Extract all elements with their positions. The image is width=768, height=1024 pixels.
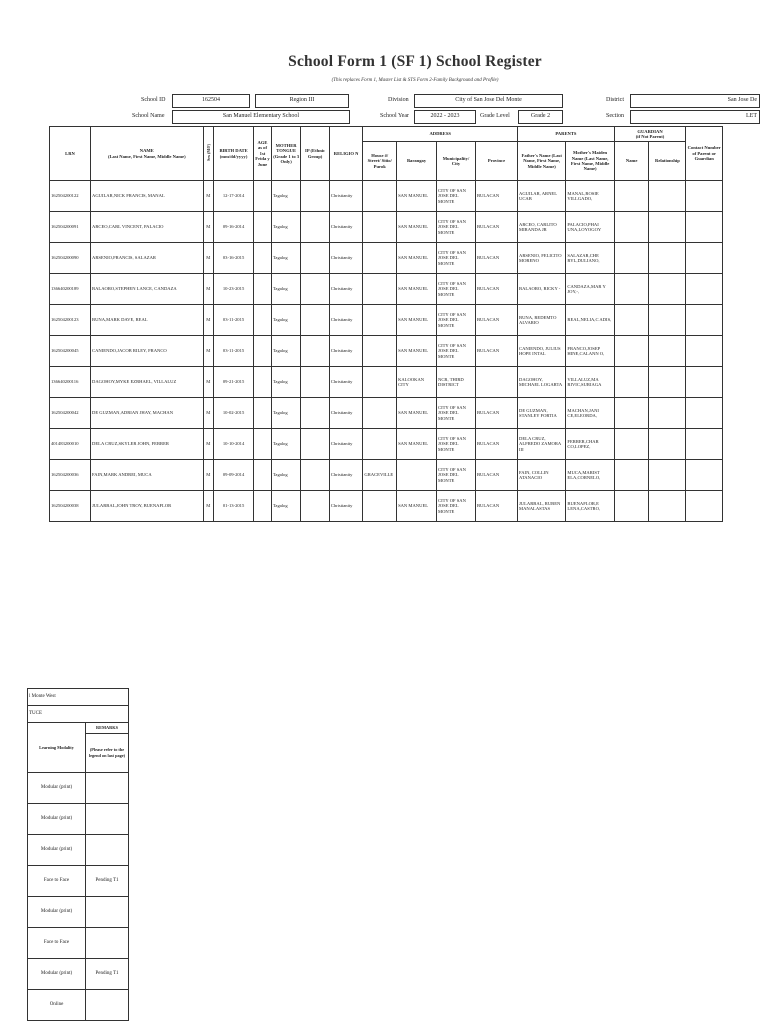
table-row xyxy=(50,460,759,491)
division-field: City of San Jose Del Monte xyxy=(414,94,563,108)
col-municipality: Municipality/ City xyxy=(437,142,476,181)
cell-province: BULACAN xyxy=(475,181,517,212)
cell-province xyxy=(475,367,517,398)
district-field: San Jose De xyxy=(630,94,760,108)
cell-sex: M xyxy=(203,274,214,305)
cell-relationship xyxy=(649,429,686,460)
cell-lrn: 162504200038 xyxy=(50,491,91,522)
cell-tongue: Tagalog xyxy=(271,460,300,491)
col-birth-date xyxy=(214,127,254,181)
cell-province: BULACAN xyxy=(475,398,517,429)
cell-gname xyxy=(614,491,649,522)
col-name-label: NAME xyxy=(139,148,154,154)
section-label: Section xyxy=(606,113,624,119)
cell-house xyxy=(363,367,397,398)
col-name-sub: (Last Name, First Name, Middle Name) xyxy=(107,153,186,159)
col-name xyxy=(91,127,204,181)
col-ip: IP (Ethnic Group) xyxy=(301,127,329,181)
cell-tongue: Tagalog xyxy=(271,305,300,336)
cell-relationship xyxy=(649,212,686,243)
cell-father: CANIENDO, JULIUS HOPE INTAL xyxy=(518,336,566,367)
cell-barangay: SAN MANUEL xyxy=(397,336,437,367)
cell-modality: Face to Face xyxy=(28,928,86,959)
cell-name: ARCEO,CARL VINCENT, PALACIO xyxy=(91,212,204,243)
cell-tongue: Tagalog xyxy=(271,398,300,429)
col-house: House #/ Street/ Sitio/ Purok xyxy=(363,142,397,181)
cell-barangay: SAN MANUEL xyxy=(397,305,437,336)
cell-modality: Modular (print) xyxy=(28,897,86,928)
table-row xyxy=(50,429,759,460)
cell-remark xyxy=(86,773,129,804)
cell-mother: REAL,NELIA,C ADIS, xyxy=(566,305,614,336)
cell-ip xyxy=(301,429,329,460)
modality-row xyxy=(28,897,129,928)
col-address: ADDRESS xyxy=(363,127,518,142)
table-row xyxy=(50,398,759,429)
cell-sex: M xyxy=(203,212,214,243)
cell-birth: 03-11-2015 xyxy=(214,336,254,367)
cell-religion: Christianity xyxy=(329,212,363,243)
table-row xyxy=(50,243,759,274)
cell-father: JULARBAL, RUBEN MANALASTAS xyxy=(518,491,566,522)
table-row xyxy=(50,305,759,336)
cell-father: BUNA, REDEMTO ALVARIO xyxy=(518,305,566,336)
cell-birth: 09-09-2014 xyxy=(214,460,254,491)
cell-house xyxy=(363,212,397,243)
cell-age xyxy=(254,305,272,336)
cell-city: CITY OF SAN JOSE DEL MONTE xyxy=(437,460,476,491)
grade-level-field: Grade 2 xyxy=(518,110,563,124)
cell-contact xyxy=(686,243,723,274)
cell-father: DELA CRUZ, ALFREDO ZAMORA III xyxy=(518,429,566,460)
cell-province: BULACAN xyxy=(475,460,517,491)
col-parents: PARENTS xyxy=(518,127,615,142)
cell-name: BALAORO,STEPHEN LANCE, CANDAZA xyxy=(91,274,204,305)
cell-mother: MUCA,MARIST ELA,CORNELO, xyxy=(566,460,614,491)
remarks-header: REMARKS xyxy=(86,723,129,734)
cell-city: NCR, THIRD DISTRICT xyxy=(437,367,476,398)
cell-province: BULACAN xyxy=(475,305,517,336)
cell-birth: 10-10-2014 xyxy=(214,429,254,460)
cell-lrn: 162504200090 xyxy=(50,243,91,274)
cell-relationship xyxy=(649,243,686,274)
cell-gname xyxy=(614,181,649,212)
cell-contact xyxy=(686,367,723,398)
cell-relationship xyxy=(649,367,686,398)
cell-age xyxy=(254,243,272,274)
school-name-field: San Manuel Elementary School xyxy=(172,110,350,124)
cell-province: BULACAN xyxy=(475,491,517,522)
cell-relationship xyxy=(649,305,686,336)
cell-house xyxy=(363,274,397,305)
table-row xyxy=(50,336,759,367)
cell-gname xyxy=(614,212,649,243)
col-guardian-sub: (if Not Parent) xyxy=(635,134,665,139)
cell-house xyxy=(363,243,397,274)
cell-religion: Christianity xyxy=(329,181,363,212)
cell-city: CITY OF SAN JOSE DEL MONTE xyxy=(437,398,476,429)
cell-name: AGUILAR,NICK FRANCIS, MANAL xyxy=(91,181,204,212)
cell-father: ARCEO, CARLITO MIRANDA JR xyxy=(518,212,566,243)
cell-province: BULACAN xyxy=(475,212,517,243)
learning-modality-header: Learning Modality xyxy=(28,723,86,773)
table-row xyxy=(50,367,759,398)
cell-father: ARSENIO, FELICITO MORENO xyxy=(518,243,566,274)
cell-tongue: Tagalog xyxy=(271,212,300,243)
cell-remark xyxy=(86,835,129,866)
cell-name: CANIENDO,JACOB RILEY, FRANCO xyxy=(91,336,204,367)
cell-mother: BUENAFLOR,E LENA,CASTRO, xyxy=(566,491,614,522)
table-row xyxy=(50,181,759,212)
cell-ip xyxy=(301,398,329,429)
cell-lrn: 136640200116 xyxy=(50,367,91,398)
cell-gname xyxy=(614,274,649,305)
modality-remarks-table xyxy=(27,688,129,1021)
learner-register-table xyxy=(49,126,759,522)
cell-name: ARSENIO,FRANCIS, SALAZAR xyxy=(91,243,204,274)
cell-house: GRACEVILLE xyxy=(363,460,397,491)
cell-modality: Face to Face xyxy=(28,866,86,897)
col-lrn: LRN xyxy=(50,127,91,181)
cell-contact xyxy=(686,181,723,212)
cell-barangay: SAN MANUEL xyxy=(397,429,437,460)
cell-gname xyxy=(614,243,649,274)
cell-lrn: 162504200042 xyxy=(50,398,91,429)
cell-relationship xyxy=(649,491,686,522)
cell-tongue: Tagalog xyxy=(271,491,300,522)
cell-house xyxy=(363,305,397,336)
school-header xyxy=(0,94,768,126)
cell-modality: Online xyxy=(28,990,86,1021)
cell-house xyxy=(363,491,397,522)
cell-city: CITY OF SAN JOSE DEL MONTE xyxy=(437,212,476,243)
cell-religion: Christianity xyxy=(329,243,363,274)
school-id-label: School ID xyxy=(141,97,166,103)
school-year-label: School Year xyxy=(380,113,410,119)
cell-remark: Pending T1 xyxy=(86,866,129,897)
cell-tongue: Tagalog xyxy=(271,274,300,305)
cell-city: CITY OF SAN JOSE DEL MONTE xyxy=(437,274,476,305)
cell-city: CITY OF SAN JOSE DEL MONTE xyxy=(437,336,476,367)
cell-modality: Modular (print) xyxy=(28,773,86,804)
cell-religion: Christianity xyxy=(329,305,363,336)
cell-gname xyxy=(614,367,649,398)
cell-sex: M xyxy=(203,398,214,429)
cell-relationship xyxy=(649,336,686,367)
cell-province: BULACAN xyxy=(475,336,517,367)
cell-ip xyxy=(301,491,329,522)
cell-mother: MACHAN,JANI CE,ELEORDA, xyxy=(566,398,614,429)
cell-name: BUNA,MARK DAVE, REAL xyxy=(91,305,204,336)
modality-row xyxy=(28,804,129,835)
cell-religion: Christianity xyxy=(329,398,363,429)
cell-province: BULACAN xyxy=(475,429,517,460)
col-sex xyxy=(203,127,214,181)
cell-ip xyxy=(301,243,329,274)
grade-level-label: Grade Level xyxy=(480,113,510,119)
cell-birth: 03-11-2015 xyxy=(214,305,254,336)
cell-name: DE GUZMAN,ADRIAN JHAY, MACHAN xyxy=(91,398,204,429)
cell-father: BALAORO, RICKY - xyxy=(518,274,566,305)
cell-barangay: SAN MANUEL xyxy=(397,212,437,243)
cell-sex: M xyxy=(203,181,214,212)
cell-religion: Christianity xyxy=(329,491,363,522)
cell-mother: PALACIO,PHAI UNA,LOYOGOY xyxy=(566,212,614,243)
cell-name: DAGOHOY,MYKE EZRHAEL, VILLALUZ xyxy=(91,367,204,398)
cell-father: DAGOHOY, MICHAEL LOGARTA xyxy=(518,367,566,398)
cell-lrn: 401483200010 xyxy=(50,429,91,460)
cell-ip xyxy=(301,212,329,243)
cell-ip xyxy=(301,367,329,398)
cell-tongue: Tagalog xyxy=(271,429,300,460)
cell-sex: M xyxy=(203,243,214,274)
cell-age xyxy=(254,367,272,398)
cell-sex: M xyxy=(203,491,214,522)
cell-remark xyxy=(86,928,129,959)
cell-tongue: Tagalog xyxy=(271,336,300,367)
cell-modality: Modular (print) xyxy=(28,959,86,990)
col-birth-date-label: BIRTH DATE xyxy=(219,148,248,154)
table-row xyxy=(50,212,759,243)
cell-ip xyxy=(301,336,329,367)
modality-row xyxy=(28,959,129,990)
cell-birth: 09-16-2014 xyxy=(214,212,254,243)
cell-barangay: SAN MANUEL xyxy=(397,274,437,305)
cell-sex: M xyxy=(203,305,214,336)
cell-house xyxy=(363,336,397,367)
col-father: Father's Name (Last Name, First Name, Middle Name) xyxy=(518,142,566,181)
cell-gname xyxy=(614,460,649,491)
section-field: LET xyxy=(630,110,760,124)
cell-birth: 12-17-2014 xyxy=(214,181,254,212)
col-guardian xyxy=(614,127,686,142)
col-religion: RELIGIO N xyxy=(329,127,363,181)
modality-row xyxy=(28,990,129,1021)
cell-sex: M xyxy=(203,460,214,491)
cell-modality: Modular (print) xyxy=(28,804,86,835)
col-age: AGE as of 1st Frida y June xyxy=(254,127,272,181)
cell-gname xyxy=(614,398,649,429)
modality-row xyxy=(28,866,129,897)
cell-house xyxy=(363,181,397,212)
cell-contact xyxy=(686,460,723,491)
cell-name: DELA CRUZ,SKYLER JOHN, FERRER xyxy=(91,429,204,460)
section-tail: TUCE xyxy=(28,706,129,723)
school-year-field: 2022 - 2023 xyxy=(414,110,476,124)
cell-ip xyxy=(301,274,329,305)
cell-city: CITY OF SAN JOSE DEL MONTE xyxy=(437,491,476,522)
cell-remark xyxy=(86,804,129,835)
cell-mother: SALAZAR,CHE RYL,DULIANO, xyxy=(566,243,614,274)
cell-religion: Christianity xyxy=(329,429,363,460)
cell-lrn: 136640200189 xyxy=(50,274,91,305)
cell-birth: 09-21-2015 xyxy=(214,367,254,398)
cell-ip xyxy=(301,460,329,491)
cell-contact xyxy=(686,336,723,367)
cell-mother: MANAL,ROSIE VILLGADO, xyxy=(566,181,614,212)
modality-row xyxy=(28,928,129,959)
cell-gname xyxy=(614,429,649,460)
cell-religion: Christianity xyxy=(329,336,363,367)
cell-lrn: 162504200045 xyxy=(50,336,91,367)
cell-sex: M xyxy=(203,336,214,367)
cell-contact xyxy=(686,398,723,429)
cell-lrn: 162504200036 xyxy=(50,460,91,491)
cell-barangay: KALOOKAN CITY xyxy=(397,367,437,398)
school-id-field: 162504 xyxy=(172,94,250,108)
form-subtitle: (This replaces Form 1, Master List & STS Form 2-Family Background and Profile) xyxy=(331,78,499,83)
col-contact: Contact Number of Parent or Guardian xyxy=(686,127,723,181)
cell-ip xyxy=(301,305,329,336)
cell-age xyxy=(254,274,272,305)
table-row xyxy=(50,274,759,305)
col-birth-date-sub: (mm/dd/yyyy) xyxy=(219,153,248,159)
cell-province: BULACAN xyxy=(475,274,517,305)
cell-mother: CANDAZA,MAR Y JOY,-, xyxy=(566,274,614,305)
cell-father: DE GUZMAN, STANLEY FORTIA xyxy=(518,398,566,429)
cell-religion: Christianity xyxy=(329,367,363,398)
cell-father: FAIN, COLLIN ATANACIO xyxy=(518,460,566,491)
cell-age xyxy=(254,398,272,429)
cell-tongue: Tagalog xyxy=(271,367,300,398)
district-tail: l Monte West xyxy=(28,689,129,706)
col-guardian-label: GUARDIAN xyxy=(637,128,663,134)
col-relationship: Relationship xyxy=(649,142,686,181)
cell-lrn: 162504200123 xyxy=(50,305,91,336)
cell-contact xyxy=(686,491,723,522)
cell-contact xyxy=(686,274,723,305)
cell-barangay xyxy=(397,460,437,491)
district-label: District xyxy=(606,97,624,103)
cell-province: BULACAN xyxy=(475,243,517,274)
table-row xyxy=(50,491,759,522)
cell-mother: FRANCO,JOSEP HINE,CALANN O, xyxy=(566,336,614,367)
cell-gname xyxy=(614,336,649,367)
cell-birth: 03-16-2015 xyxy=(214,243,254,274)
cell-barangay: SAN MANUEL xyxy=(397,181,437,212)
cell-age xyxy=(254,491,272,522)
region-field: Region III xyxy=(255,94,349,108)
cell-contact xyxy=(686,305,723,336)
cell-contact xyxy=(686,212,723,243)
cell-age xyxy=(254,429,272,460)
modality-row xyxy=(28,835,129,866)
cell-lrn: 162504200122 xyxy=(50,181,91,212)
cell-remark xyxy=(86,897,129,928)
cell-age xyxy=(254,212,272,243)
cell-relationship xyxy=(649,181,686,212)
cell-name: FAIN,MARK ANDREI, MUCA xyxy=(91,460,204,491)
cell-city: CITY OF SAN JOSE DEL MONTE xyxy=(437,305,476,336)
cell-contact xyxy=(686,429,723,460)
cell-age xyxy=(254,336,272,367)
cell-relationship xyxy=(649,274,686,305)
cell-age xyxy=(254,460,272,491)
cell-remark: Pending T1 xyxy=(86,959,129,990)
school-name-label: School Name xyxy=(132,113,165,119)
cell-ip xyxy=(301,181,329,212)
cell-mother: FERRER,CHAR CO,LOPEZ, xyxy=(566,429,614,460)
cell-lrn: 162504200091 xyxy=(50,212,91,243)
form-title: School Form 1 (SF 1) School Register xyxy=(288,53,542,70)
cell-relationship xyxy=(649,398,686,429)
cell-birth: 01-13-2015 xyxy=(214,491,254,522)
cell-religion: Christianity xyxy=(329,460,363,491)
col-mother-tongue: MOTHER TONGUE (Grade 1 to 3 Only) xyxy=(271,127,300,181)
cell-house xyxy=(363,429,397,460)
cell-sex: M xyxy=(203,367,214,398)
cell-age xyxy=(254,181,272,212)
cell-barangay: SAN MANUEL xyxy=(397,243,437,274)
cell-sex: M xyxy=(203,429,214,460)
cell-city: CITY OF SAN JOSE DEL MONTE xyxy=(437,181,476,212)
remarks-note: (Please refer to the legend on last page) xyxy=(86,734,129,773)
modality-row xyxy=(28,773,129,804)
cell-name: JULARBAL,JOHN TROY, BUENAFLOR xyxy=(91,491,204,522)
cell-gname xyxy=(614,305,649,336)
cell-mother: VILLALUZ,MA RIVIC,SURIAGA xyxy=(566,367,614,398)
col-barangay: Barangay xyxy=(397,142,437,181)
cell-city: CITY OF SAN JOSE DEL MONTE xyxy=(437,243,476,274)
cell-remark xyxy=(86,990,129,1021)
cell-tongue: Tagalog xyxy=(271,243,300,274)
col-province: Province xyxy=(475,142,517,181)
cell-birth: 10-23-2015 xyxy=(214,274,254,305)
cell-father: AGUILAR, ARNEL UCAB xyxy=(518,181,566,212)
division-label: Division xyxy=(388,97,409,103)
cell-modality: Modular (print) xyxy=(28,835,86,866)
cell-relationship xyxy=(649,460,686,491)
cell-tongue: Tagalog xyxy=(271,181,300,212)
cell-barangay: SAN MANUEL xyxy=(397,491,437,522)
col-sex-label: Sex (M/F) xyxy=(205,144,211,162)
cell-city: CITY OF SAN JOSE DEL MONTE xyxy=(437,429,476,460)
cell-religion: Christianity xyxy=(329,274,363,305)
cell-barangay: SAN MANUEL xyxy=(397,398,437,429)
col-mother: Mother's Maiden Name (Last Name, First Name, Middle Name) xyxy=(566,142,614,181)
cell-birth: 10-02-2015 xyxy=(214,398,254,429)
cell-house xyxy=(363,398,397,429)
col-guardian-name: Name xyxy=(614,142,649,181)
